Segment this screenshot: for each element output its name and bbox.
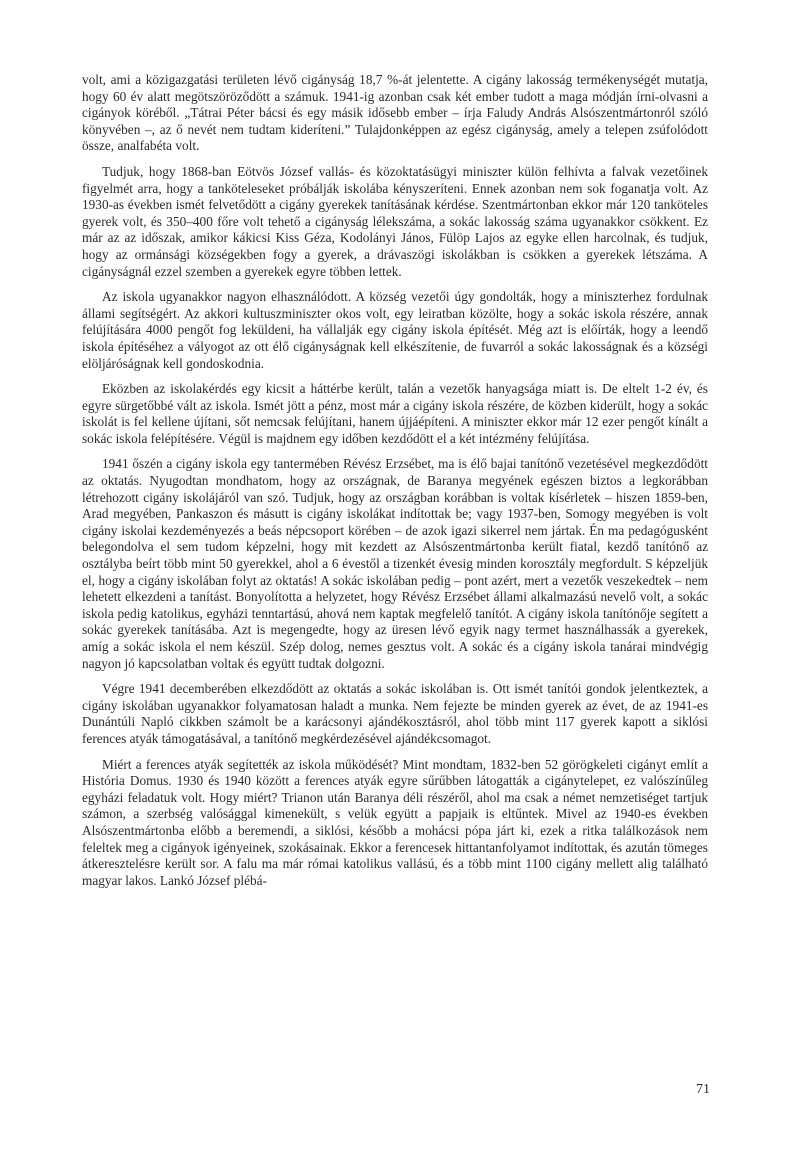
- page-body: [82, 72, 708, 898]
- paragraph-5: 1941 őszén a cigány iskola egy tantermében Révész Erzsébet, ma is élő bajai tanítónő vezetésével megkezdődött az oktatás. Nyugodtan mondhatom, hogy az országnak, de Baranya megyének egészen biztos a legkorábban létrehozott cigány iskolájáról van szó. Tudjuk, hogy az országban korábban is voltak kísérletek – hiszen 1859-ben, Arad megyében, Pankaszon és másutt is cigány iskolákat indítottak be; vagy 1937-ben, Somogy megyében is volt cigány iskolai kezdeményezés a beás népcsoport körében – de azok igazi sikerrel nem jártak. Én ma pedagógusként belegondolva el sem tudom képzelni, hogy mit kezdett az Alsószentmártonba került fiatal, kezdő tanítónő az osztályba beírt több mint 50 gyerekkel, ahol a 6 évestől a tizenkét évesig minden korosztály megfordult. S képzeljük el, hogy a cigány iskolában folyt az oktatás! A sokác iskolában pedig – pont azért, mert a vezetők veszekedtek – nem lehetett elkezdeni a tanítást. Bonyolította a helyzetet, hogy Révész Erzsébet állami alkalmazású nevelő volt, a sokác iskola pedig katolikus, egyházi tenntartású, ahová nem kaptak megfelelő tanítót. A cigány iskola tanítónője segített a sokác gyerekek tanításába. Azt is megengedte, hogy az üresen lévő egyik nagy termet használhassák a gyerekek, amíg a sokác iskola el nem készül. Szép dolog, nemes gesztus volt. A sokác és a cigány iskola tanárai mindvégig nagyon jó kapcsolatban voltak és együtt tudtak dolgozni.: [82, 456, 708, 671]
- paragraph-7: Miért a ferences atyák segítették az iskola működését? Mint mondtam, 1832-ben 52 görögkeleti cigányt említ a História Domus. 1930 és 1940 között a ferences atyák egyre sűrűbben látogatták a cigánytelepet, ez valószínűleg egyházi feladatuk volt. Hogy miért? Trianon után Baranya déli részéről, ahol ma csak a német nemzetiséget tartjuk számon, a szerbség valósággal kimenekült, s velük együtt a papjaik is eltűntek. Mivel az 1940-es években Alsószentmártonba előbb a beremendi, a siklósi, később a mohácsi pópa járt ki, ezek a ritka találkozások nem feleltek meg a cigányok igényeinek, szokásainak. Ekkor a ferencesek hittantanfolyamot indítottak, és azután tömeges átkeresztelésre került sor. A falu ma már római katolikus vallású, és a több mint 1100 cigány mellett alig található magyar lakos. Lankó József plébá-: [82, 756, 708, 888]
- paragraph-1: volt, ami a közigazgatási területen lévő cigányság 18,7 %-át jelentette. A cigány lakosság termékenységét mutatja, hogy 60 év alatt megötszöröződött a számuk. 1941-ig azonban csak két ember tudott a maga módján írni-olvasni a cigányok köréből. „Tátrai Péter bácsi és egy másik idősebb ember – írja Faludy András Alsószentmártonról szóló könyvében –, az ő nevét nem tudtam kideríteni.” Tulajdonképpen az egész cigányság, amely a telepen zsúfolódott össze, analfabéta volt.: [82, 72, 708, 154]
- paragraph-3: Az iskola ugyanakkor nagyon elhasználódott. A község vezetői úgy gondolták, hogy a miniszterhez fordulnak állami segítségért. Az akkori kultuszminiszter okos volt, egy leiratban közölte, hogy a sokác iskola részére, annak felújítására 4000 pengőt fog leküldeni, ha vállalják egy cigány iskola építését. Még azt is előírták, hogy a leendő iskola építéséhez a vályogot az ott élő cigányságnak kell elkészítenie, de fuvarról a sokác lakosságnak és a községi elöljáróságnak kell gondoskodnia.: [82, 289, 708, 371]
- paragraph-6: Végre 1941 decemberében elkezdődött az oktatás a sokác iskolában is. Ott ismét tanítói gondok jelentkeztek, a cigány iskolában ugyanakkor folyamatosan haladt a munka. Nem fejezte be minden gyerek az évet, de az 1941-es Dunántúli Napló cikkben számolt be a karácsonyi ajándékosztásról, ahol több mint 117 gyerek kapott a siklósi ferences atyák támogatásával, a tanítónő megkérdezésével ajándékcsomagot.: [82, 681, 708, 746]
- paragraph-4: Eközben az iskolakérdés egy kicsit a háttérbe került, talán a vezetők hanyagsága miatt is. De eltelt 1-2 év, és egyre sürgetőbbé vált az iskola. Ismét jött a pénz, most már a cigány iskola részére, de közben kiderült, hogy a sokác iskolát is fel kellene újítani, sőt nemcsak felújítani, hanem újjáépíteni. A miniszter ekkor már 12 ezer pengőt kínált a sokác iskola felépítésére. Végül is majdnem egy időben kezdődött el a két intézmény felújítása.: [82, 381, 708, 446]
- paragraph-2: Tudjuk, hogy 1868-ban Eötvös József vallás- és közoktatásügyi miniszter külön felhívta a falvak vezetőinek figyelmét arra, hogy a tanköteleseket próbálják iskolába kényszeríteni. Ennek azonban nem sok foganatja volt. Az 1930-as években ismét felvetődött a cigány gyerekek tanításának kérdése. Szentmártonban ekkor már 120 tanköteles gyerek volt, és 350–400 főre volt tehető a cigányság lélekszáma, a sokác lakosság száma ugyanakkor csökkent. Ez már az az időszak, amikor kákicsi Kiss Géza, Kodolányi János, Fülöp Lajos az egyke ellen harcolnak, és tudjuk, hogy az ormánsági községekben fogy a gyerek, a drávaszögi iskolákban is csökken a gyerekek létszáma. A cigányságnál ezzel szemben a gyerekek egyre többen lettek.: [82, 163, 708, 279]
- page-number: 71: [696, 1082, 710, 1097]
